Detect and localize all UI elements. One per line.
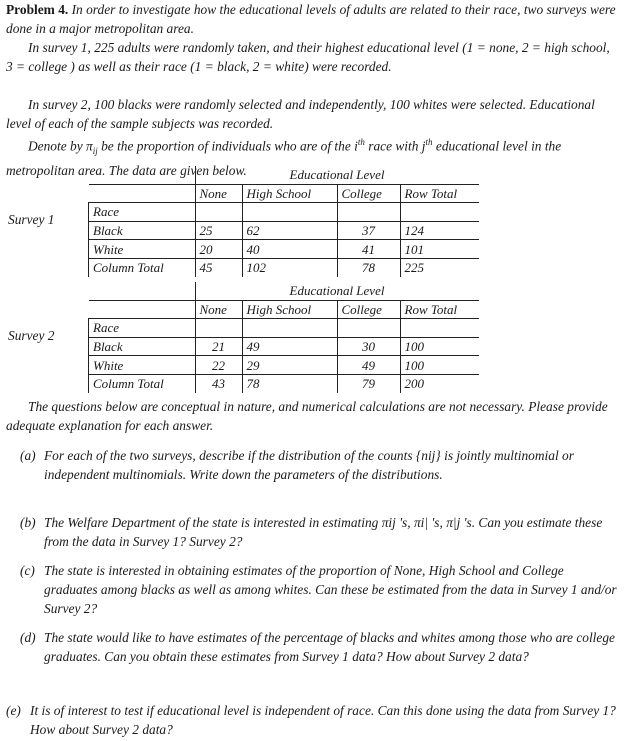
survey-2-cell: 22 [195,356,242,375]
survey-2-col-row-total: Row Total [400,300,479,319]
survey-2-row-label: Column Total [89,374,196,392]
survey-1-cell: 124 [400,221,479,240]
survey-1-row-label: Black [89,221,196,240]
survey-2-race-label: Race [89,319,196,338]
intro-4-part-a: Denote by [28,138,87,154]
survey-1-row-label: White [89,240,196,259]
pi-subscript: ij [92,146,98,157]
survey-2-cell: 30 [337,337,400,356]
survey-1-cell: 101 [400,240,479,259]
question-label: (d) [20,630,36,645]
survey-1-group-header: Educational Level [195,166,479,184]
survey-2-row-label: White [89,356,196,375]
survey-2-cell: 49 [337,356,400,375]
survey-2-table [88,282,479,393]
conceptual-note: The questions below are conceptual in nature, and numerical calculations are not necessary. Please provide adequate explanation for each answer. [6,399,608,433]
survey-1-cell: 102 [242,258,337,276]
question-label: (e) [6,703,21,718]
problem-title: Problem 4. [6,2,69,17]
survey-2-cell: 21 [195,337,242,356]
survey-1-cell: 25 [195,221,242,240]
intro-4-part-d: educational level in the metropolitan area. The data are given below. [6,138,562,179]
intro-paragraph-3: In survey 2, 100 blacks were randomly selected and independently, 100 whites were selected. Educational level of each of the sample subjects was recorded. [6,97,595,131]
survey-2-label: Survey 2 [8,328,55,343]
survey-2-cell: 43 [195,374,242,392]
question-text: The Welfare Department of the state is interested in estimating πij 's, πi| 's, π|j 's. Can you estimate these from the data in Survey 1? Survey 2? [44,515,603,549]
survey-2-cell: 78 [242,374,337,392]
intro-4-part-c: race with j [364,138,426,154]
superscript-th-1: th [357,137,365,147]
question-text: The state is interested in obtaining estimates of the proportion of None, High School and College graduates among blacks as well as among whites. Can these be estimated from the data in Survey 1 and/or Survey 2? [44,563,617,616]
question-text: The state would like to have estimates of the percentage of blacks and whites among those who are college graduates. Can you obtain these estimates from Survey 1 data? How about Survey 2 data? [44,630,615,664]
survey-2-cell: 100 [400,356,479,375]
survey-2-group-header: Educational Level [195,282,479,300]
survey-1-label: Survey 1 [8,212,55,227]
question-text: It is of interest to test if educational level is independent of race. Can this done using the data from Survey 1? How about Survey 2 data? [30,703,616,737]
superscript-th-2: th [425,137,433,147]
question-label: (b) [20,515,36,530]
survey-1-cell: 37 [337,221,400,240]
survey-2-cell: 29 [242,356,337,375]
intro-4-part-b: be the proportion of individuals who are of the i [97,138,358,154]
survey-2-col-high-school: High School [242,300,337,319]
survey-1-table [88,166,479,277]
survey-1-race-label: Race [89,203,196,222]
survey-1-cell: 20 [195,240,242,259]
question-text: For each of the two surveys, describe if the distribution of the counts {nij} is jointly multinomial or independent multinomials. Write down the parameters of the distributions. [44,448,574,482]
question-label: (c) [20,563,35,578]
survey-2-cell: 200 [400,374,479,392]
survey-1-cell: 62 [242,221,337,240]
survey-1-cell: 45 [195,258,242,276]
survey-2-cell: 49 [242,337,337,356]
survey-1-cell: 225 [400,258,479,276]
survey-1-cell: 78 [337,258,400,276]
question-label: (a) [20,448,36,463]
survey-2-col-none: None [195,300,242,319]
survey-1-row-label: Column Total [89,258,196,276]
survey-2-cell: 79 [337,374,400,392]
intro-paragraph-2: In survey 1, 225 adults were randomly taken, and their highest educational level (1 = none, 2 = high school, 3 = college ) as well as their race (1 = black, 2 = white) were recorded. [6,40,610,74]
pi-symbol: π [86,138,93,154]
survey-1-col-high-school: High School [242,184,337,203]
survey-1-col-college: College [337,184,400,203]
survey-1-cell: 40 [242,240,337,259]
survey-1-col-none: None [195,184,242,203]
survey-1-cell: 41 [337,240,400,259]
intro-text-1: In order to investigate how the educational levels of adults are related to their race, two surveys were done in a major metropolitan area. [6,2,616,36]
survey-2-col-college: College [337,300,400,319]
survey-2-cell: 100 [400,337,479,356]
survey-2-row-label: Black [89,337,196,356]
survey-1-col-row-total: Row Total [400,184,479,203]
intro-paragraph-1 [6,0,618,38]
